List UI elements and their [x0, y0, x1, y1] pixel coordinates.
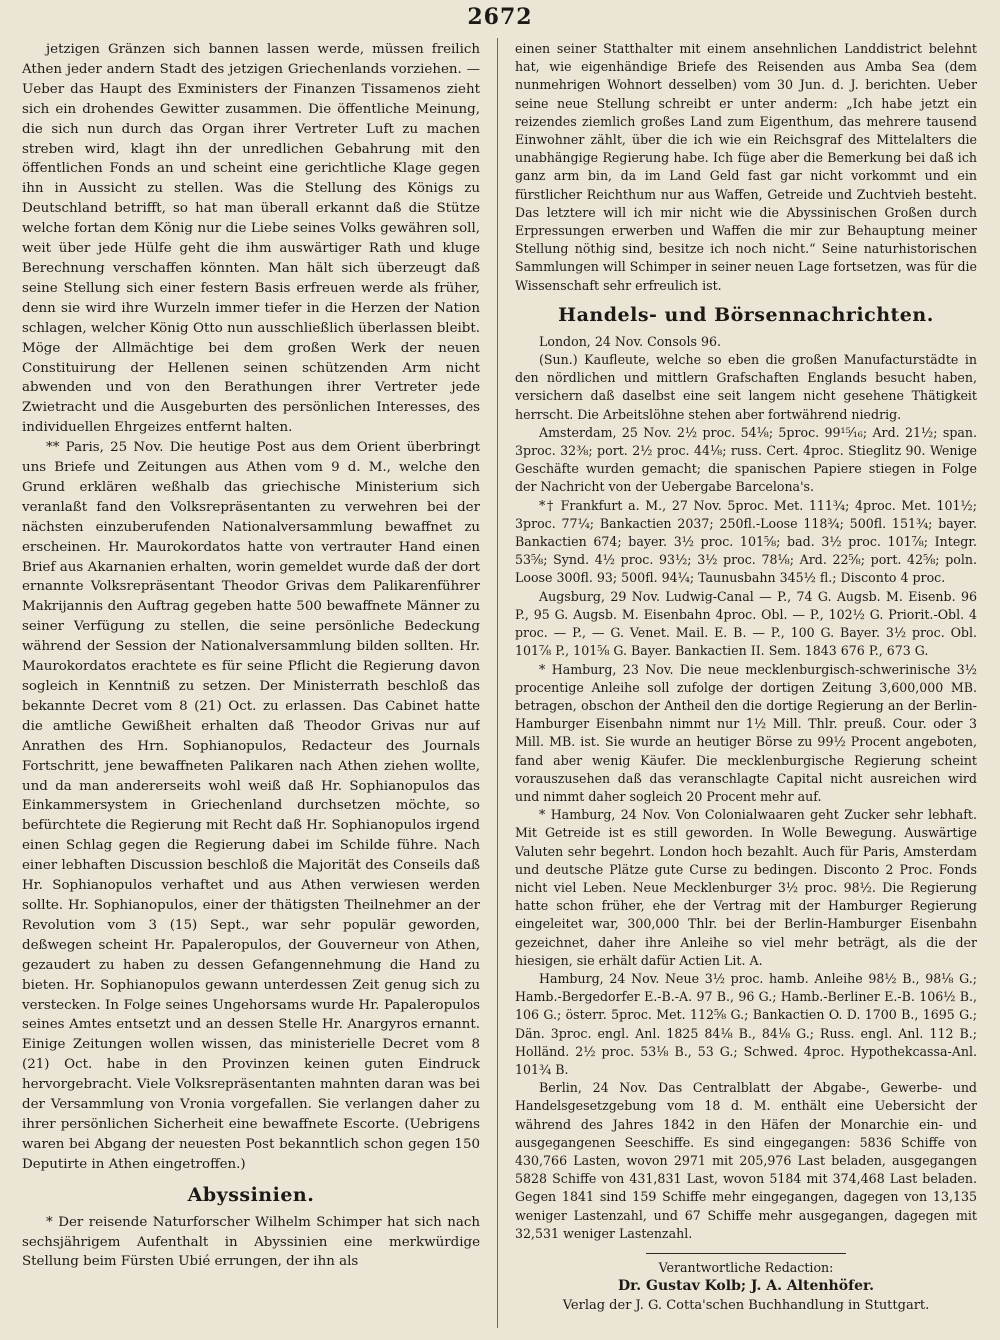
section-heading-handels: Handels- und Börsennachrichten.	[558, 303, 934, 326]
imprint-rule	[646, 1253, 846, 1254]
market-report: London, 24 Nov. Consols 96.	[539, 333, 721, 349]
market-report: Berlin, 24 Nov. Das Centralblatt der Abgabe-, Gewerbe- und Handelsgesetzgebung vom 18 d. M. enthält eine Uebersicht der während des Jahres 1842 in den Häfen der Monarchie ein- und ausgegangenen Seeschiffe. Es sind eingegangen: 5836 Schiffe von 430,766 Lasten, wovon 2971 mit 205,976 Last beladen, ausgegangen 5828 Schiffe von 431,831 Last, wovon 5184 mit 374,468 Last beladen. Gegen 1841 sind 159 Schiffe mehr eingegangen, dagegen von 13,135 weniger Lastenzahl, und 67 Schiffe mehr ausgegangen, dagegen mit 32,531 weniger Lastenzahl.	[515, 1080, 977, 1241]
market-report: Hamburg, 24 Nov. Neue 3½ proc. hamb. Anleihe 98½ B., 98⅛ G.; Hamb.-Bergedorfer E.-B.-A. 97 B., 96 G.; Hamb.-Berliner E.-B. 106½ B., 106 G.; österr. 5proc. Met. 112⅝ G.; Bankactien O. D. 1700 B., 1695 G.; Dän. 3proc. engl. Anl. 1825 84⅛ B., 84⅛ G.; Russ. engl. Anl. 112 B.; Holländ. 2½ proc. 53⅛ B., 53 G.; Schwed. 4proc. Hypothekcassa-Anl. 101¾ B.	[515, 970, 977, 1077]
article-paragraph: * Der reisende Naturforscher Wilhelm Schimper hat sich nach sechsjährigem Aufenthalt in Abyssinien eine merkwürdige Stellung beim Fürsten Ubié errungen, der ihn als	[22, 1214, 480, 1270]
article-paragraph: ** Paris, 25 Nov. Die heutige Post aus dem Orient überbringt uns Briefe und Zeitungen aus Athen vom 9 d. M., welche den Grund erklären weßhalb das griechische Ministerium sich veranlaßt fand den Volksrepräsentanten zu verwehren bei der nächsten einzuberufenden Nationalversammlung bewaffnet zu erscheinen. Hr. Maurokordatos hatte von vertrauter Hand einen Brief aus Akarnanien erhalten, worin gemeldet wurde daß der dort ernannte Volksrepräsentant Theodor Grivas dem Palikarenführer Makrijannis den Auftrag gegeben hatte 500 bewaffnete Männer zu seiner Verfügung zu stellen, die seine persönliche Bedeckung während der Session der Nationalversammlung bilden sollten. Hr. Maurokordatos erachtete es für seine Pflicht die Regierung davon sogleich in Kenntniß zu setzen. Der Ministerrath beschloß das bekannte Decret vom 8 (21) Oct. zu erlassen. Das Cabinet hatte die amtliche Gewißheit erhalten daß Theodor Grivas nur auf Anrathen des Hrn. Sophianopulos, Redacteur des Journals Fortschritt, jene bewaffneten Palikaren nach Athen ziehen wollte, und da man andererseits wohl weiß daß Hr. Sophianopulos das Einkammersystem in Griechenland durchsetzen möchte, so befürchtete die Regierung mit Recht daß Hr. Sophianopulos irgend einen Schlag gegen die Regierung dabei im Schilde führe. Nach einer lebhaften Discussion beschloß die Majorität des Conseils daß Hr. Sophianopulos verhaftet und aus Athen verwiesen werden sollte. Hr. Sophianopulos, einer der thätigsten Theilnehmer an der Revolution vom 3 (15) Sept., war sehr populär geworden, deßwegen scheint Hr. Papaleropulos, der Gouverneur von Athen, gezaudert zu haben zu dessen Gefangennehmung die Hand zu bieten. Hr. Sophianopulos gewann unterdessen Zeit genug sich zu verstecken. In Folge seines Ungehorsams wurde Hr. Papaleropulos seines Amtes entsetzt und an dessen Stelle Hr. Anargyros ernannt. Einige Zeitungen wollen wissen, das ministerielle Decret vom 8 (21) Oct. habe in den Provinzen keinen guten Eindruck hervorgebracht. Viele Volksrepräsentanten mahnten daran was bei der Versammlung von Vronia vorgefallen. Sie verlangen daher zu ihrer persönlichen Sicherheit eine bewaffnete Escorte. (Uebrigens waren bei Abgang der neuesten Post bekanntlich schon gegen 150 Deputirte in Athen eingetroffen.)	[22, 440, 480, 1172]
editor-names: Dr. Gustav Kolb; J. A. Altenhöfer.	[618, 1278, 874, 1294]
market-report: *† Frankfurt a. M., 27 Nov. 5proc. Met. 111¾; 4proc. Met. 101½; 3proc. 77¼; Bankactien 2037; 250fl.-Loose 118¾; 500fl. 151¾; bayer. Bankactien 674; bayer. 3½ proc. 101⅝; bad. 3½ proc. 101⅞; Integr. 53⅝; Synd. 4½ proc. 93½; 3½ proc. 78⅛; Ard. 22⅝; port. 42⅝; poln. Loose 300fl. 93; 500fl. 94¼; Taunusbahn 345½ fl.; Disconto 4 proc.	[515, 497, 977, 586]
responsible-editor-label: Verantwortliche Redaction:	[658, 1260, 834, 1275]
right-column	[515, 40, 977, 1330]
article-paragraph: einen seiner Statthalter mit einem ansehnlichen Landdistrict belehnt hat, wie eigenhändige Briefe des Reisenden aus Amba Sea (dem nunmehrigen Wohnort desselben) vom 30 Jun. d. J. berichten. Ueber seine neue Stellung schreibt er unter anderm: „Ich habe jetzt ein reizendes ziemlich großes Land zum Eigenthum, das mehrere tausend Einwohner zählt, über die ich wie ein Reichsgraf des Mittelalters die unabhängige Regierung habe. Ich füge aber die Bemerkung bei daß ich ganz arm bin, da im Land Geld fast gar nicht vorkommt und ein fürstlicher Reichthum nur aus Waffen, Getreide und Zuchtvieh besteht. Das letztere will ich mir nicht wie die Abyssinischen Großen durch Erpressungen erwerben und Waffen die mir zur Behauptung meiner Stellung nöthig sind, besitze ich noch nicht.“ Seine naturhistorischen Sammlungen will Schimper in seiner neuen Lage fortsetzen, was für die Wissenschaft sehr erfreulich ist.	[515, 41, 977, 293]
section-heading-abyssinien: Abyssinien.	[187, 1183, 315, 1206]
market-report: (Sun.) Kaufleute, welche so eben die großen Manufacturstädte in den nördlichen und mittlern Grafschaften Englands besucht haben, versichern daß daselbst eine seit langem nicht gesehene Thätigkeit herrscht. Die Arbeitslöhne stehen aber fortwährend niedrig.	[515, 352, 977, 422]
market-report: Amsterdam, 25 Nov. 2½ proc. 54⅛; 5proc. 99¹⁵⁄₁₆; Ard. 21½; span. 3proc. 32⅜; port. 2½ proc. 44⅛; russ. Cert. 4proc. Stieglitz 90. Wenige Geschäfte wurden gemacht; die spanischen Papiere stiegen in Folge der Nachricht von der Uebergabe Barcelona's.	[515, 424, 977, 495]
page-number: 2672	[467, 4, 533, 30]
column-divider	[497, 38, 498, 1328]
left-column	[22, 40, 480, 1330]
market-report: * Hamburg, 24 Nov. Von Colonialwaaren geht Zucker sehr lebhaft. Mit Getreide ist es still geworden. In Wolle Bewegung. Auswärtige Valuten sehr begehrt. London hoch bezahlt. Auch für Paris, Amsterdam und deutsche Plätze gute Curse zu bedingen. Disconto 2 Proc. Fonds nicht viel Leben. Neue Mecklenburger 3½ proc. 98½. Die Regierung hatte schon früher, ehe der Vertrag mit der Hamburger Regierung eingeleitet war, 300,000 Thlr. bei der Berlin-Hamburger Eisenbahn gezeichnet, daher ihre Anleihe so viel mehr beträgt, als die der hiesigen, sie erhält dafür Actien Lit. A.	[515, 807, 977, 968]
market-report: Augsburg, 29 Nov. Ludwig-Canal — P., 74 G. Augsb. M. Eisenb. 96 P., 95 G. Augsb. M. Eisenbahn 4proc. Obl. — P., 102½ G. Priorit.-Obl. 4 proc. — P., — G. Venet. Mail. E. B. — P., 100 G. Bayer. 3½ proc. Obl. 101⅞ P., 101⅝ G. Bayer. Bankactien II. Sem. 1843 676 P., 673 G.	[515, 588, 977, 659]
publisher-line: Verlag der J. G. Cotta'schen Buchhandlung in Stuttgart.	[562, 1298, 930, 1313]
article-paragraph: jetzigen Gränzen sich bannen lassen werde, müssen freilich Athen jeder andern Stadt des jetzigen Griechenlands vorziehen. — Ueber das Haupt des Exministers der Finanzen Tissamenos zieht sich ein drohendes Gewitter zusammen. Die öffentliche Meinung, die sich nun durch das Organ ihrer Vertreter Luft zu machen streben wird, klagt ihn der unredlichen Gebahrung mit den öffentlichen Fonds an und scheint eine gerichtliche Klage gegen ihn in Aussicht zu stellen. Was die Stellung des Königs zu Deutschland betrifft, so hat man überall erkannt daß die Stütze welche fortan dem König nur die Liebe seines Volks gewähren soll, weit über jede Hülfe geht die ihm auswärtiger Rath und kluge Berechnung verschaffen könnten. Man hält sich überzeugt daß seine Stellung sich einer festern Basis erfreuen werde als früher, denn sie wird ihre Wurzeln immer tiefer in die Herzen der Nation schlagen, welcher König Otto nun ausschließlich überlassen bleibt. Möge der Allmächtige bei dem großen Werk der neuen Constituirung der Hellenen seinen schützenden Arm nicht abwenden und von den Berathungen ihrer Vertreter jede Zwietracht und die Ausgeburten des persönlichen Interesses, des individuellen Ehrgeizes entfernt halten.	[22, 42, 480, 436]
imprint	[515, 1253, 977, 1315]
market-report: * Hamburg, 23 Nov. Die neue mecklenburgisch-schwerinische 3½ procentige Anleihe soll zufolge der dortigen Zeitung 3,600,000 MB. betragen, obschon der Antheil den die dortige Regierung an der Berlin-Hamburger Eisenbahn nimmt nur 1½ Mill. Thlr. preuß. Cour. oder 3 Mill. MB. ist. Sie wurde an heutiger Börse zu 99½ Procent angeboten, fand aber wenig Käufer. Die mecklenburgische Regierung scheint vorauszusehen daß das veranschlagte Capital nicht ausreichen wird und nimmt daher sogleich 20 Procent mehr auf.	[515, 661, 977, 804]
